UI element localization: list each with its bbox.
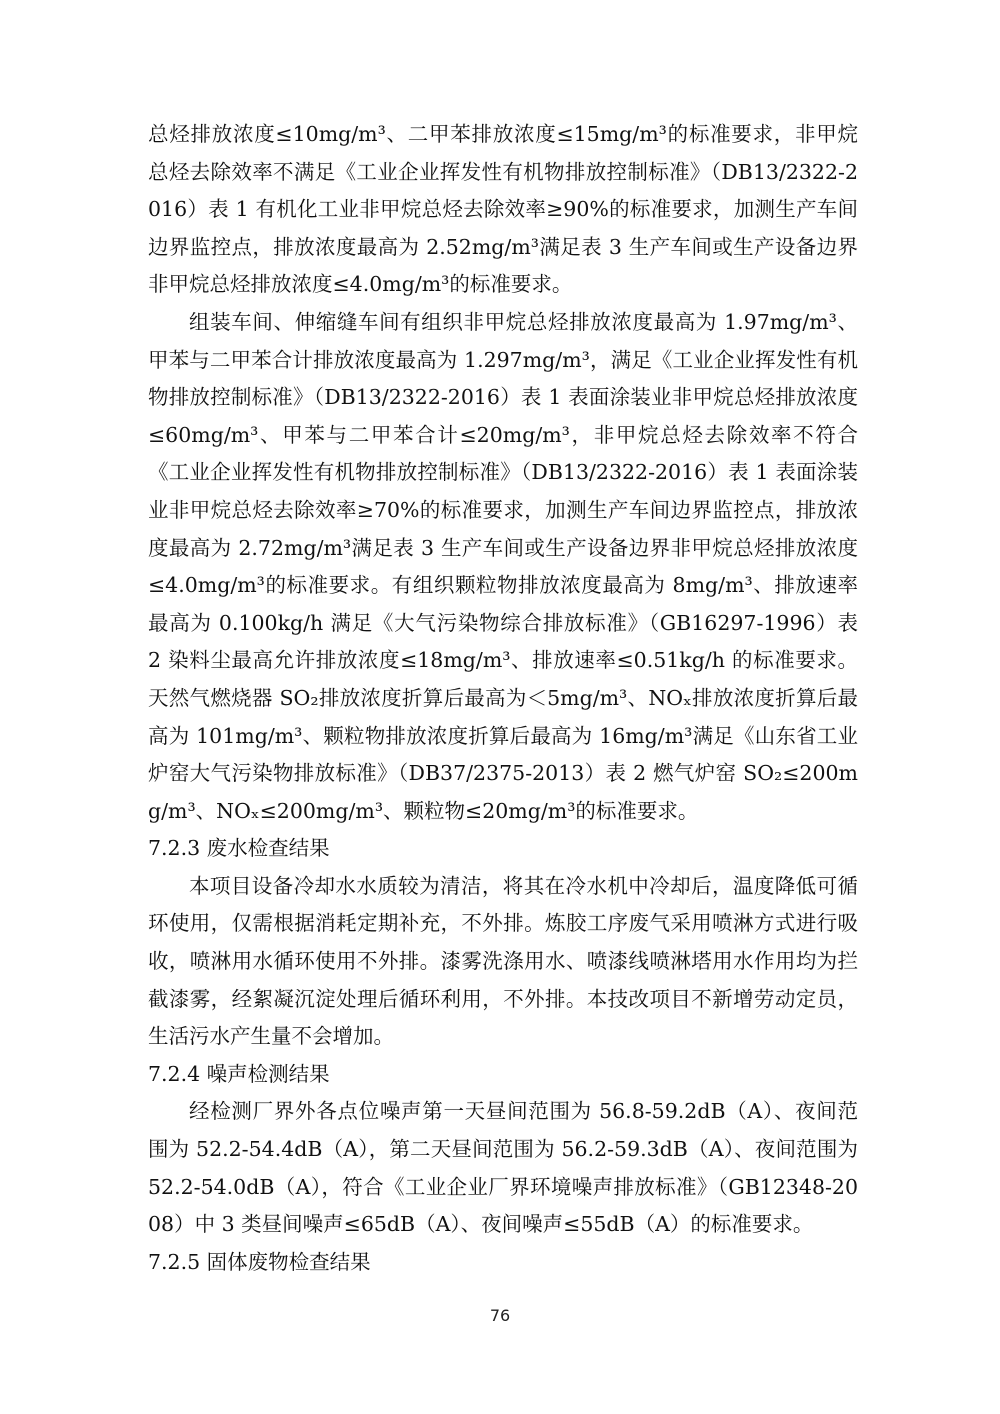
paragraph-exhaust-standard-continued: 总烃排放浓度≤10mg/m³、二甲苯排放浓度≤15mg/m³的标准要求，非甲烷总烃去除效率不满足《工业企业挥发性有机物排放控制标准》（DB13/2322-2016）表 1 有机化工业非甲烷总烃去除效率≥90%的标准要求，加测生产车间边界监控点，排放浓度最高为 2.52mg/m³满足表 3 生产车间或生产设备边界非甲烷总烃排放浓度≤4.0mg/m³的标准要求。 bbox=[148, 122, 858, 297]
section-heading-noise: 7.2.4 噪声检测结果 bbox=[148, 1061, 330, 1086]
paragraph-assembly-workshop-emissions: 组装车间、伸缩缝车间有组织非甲烷总烃排放浓度最高为 1.97mg/m³、甲苯与二甲苯合计排放浓度最高为 1.297mg/m³，满足《工业企业挥发性有机物排放控制标准》（DB13/2322-2016）表 1 表面涂装业非甲烷总烃排放浓度≤60mg/m³、甲苯与二甲苯合计≤20mg/m³，非甲烷总烃去除效率不符合《工业企业挥发性有机物排放控制标准》（DB13/2322-2016）表 1 表面涂装业非甲烷总烃去除效率≥70%的标准要求，加测生产车间边界监控点，排放浓度最高为 2.72mg/m³满足表 3 生产车间或生产设备边界非甲烷总烃排放浓度≤4.0mg/m³的标准要求。有组织颗粒物排放浓度最高为 8mg/m³、排放速率最高为 0.100kg/h 满足《大气污染物综合排放标准》（GB16297-1996）表 2 染料尘最高允许排放浓度≤18mg/m³、排放速率≤0.51kg/h 的标准要求。天然气燃烧器 SO₂排放浓度折算后最高为＜5mg/m³、NOₓ排放浓度折算后最高为 101mg/m³、颗粒物排放浓度折算后最高为 16mg/m³满足《山东省工业炉窑大气污染物排放标准》（DB37/2375-2013）表 2 燃气炉窑 SO₂≤200mg/m³、NOₓ≤200mg/m³、颗粒物≤20mg/m³的标准要求。 bbox=[148, 309, 858, 823]
document-body bbox=[148, 116, 858, 1281]
section-heading-solid-waste: 7.2.5 固体废物检查结果 bbox=[148, 1249, 371, 1274]
paragraph-noise-results: 经检测厂界外各点位噪声第一天昼间范围为 56.8-59.2dB（A）、夜间范围为 52.2-54.4dB（A），第二天昼间范围为 56.2-59.3dB（A）、夜间范围为 52.2-54.0dB（A），符合《工业企业厂界环境噪声排放标准》（GB12348-2008）中 3 类昼间噪声≤65dB（A）、夜间噪声≤55dB（A）的标准要求。 bbox=[148, 1099, 858, 1237]
section-heading-wastewater: 7.2.3 废水检查结果 bbox=[148, 836, 330, 861]
page-number: 76 bbox=[489, 1306, 511, 1325]
paragraph-wastewater-results: 本项目设备冷却水水质较为清洁，将其在冷水机中冷却后，温度降低可循环使用，仅需根据消耗定期补充，不外排。炼胶工序废气采用喷淋方式进行吸收，喷淋用水循环使用不外排。漆雾洗涤用水、喷漆线喷淋塔用水作用均为拦截漆雾，经絮凝沉淀处理后循环利用，不外排。本技改项目不新增劳动定员，生活污水产生量不会增加。 bbox=[148, 873, 858, 1049]
